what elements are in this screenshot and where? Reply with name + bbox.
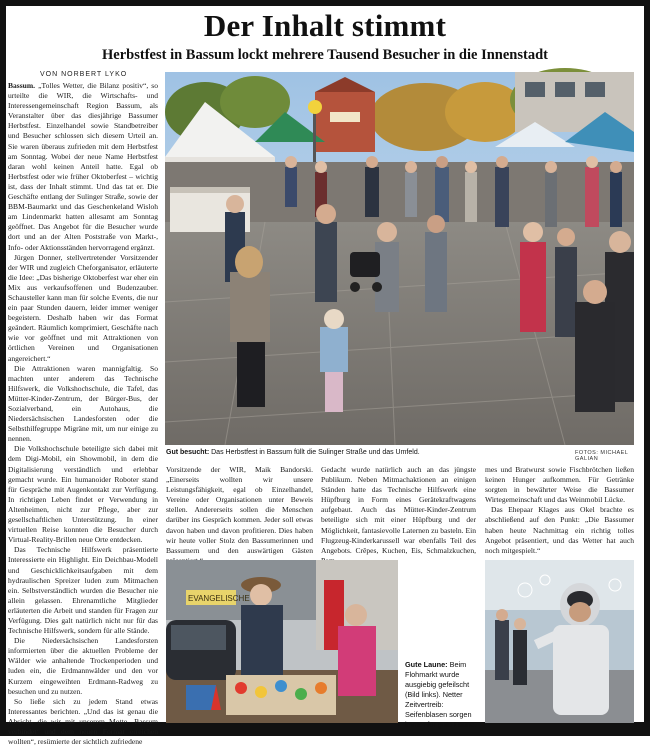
paragraph: Die Attraktionen waren mannigfaltig. So machten unter anderem das Technische Hilfswerk, die Volkshochschule, die Tafel, das Mütter-Kinder-Zentrum, der Bürger-Bus, der Sozialverband, ein Autohaus, die Niedersächsischen Landesforsten oder die Selbsthilfegruppe Migräne mit, um nur einige zu nennen. xyxy=(8,363,158,444)
byline: VON NORBERT LYKO xyxy=(40,71,128,78)
article-column-1 xyxy=(8,81,158,747)
caption-text: Beim Flohmarkt wurde ausgiebig gefeilscht (Bild links). Netter Zeitvertreib: Seifenblasen sorgen immer für gute Laune. xyxy=(405,660,477,729)
photo-credit: FOTOS: MICHAEL GALIAN xyxy=(575,450,629,462)
paragraph: Jürgen Donner, stellvertretender Vorsitzender der WIR und zugleich Cheforganisator, erläuterte die Idee: „Das bisherige Oktoberfest war eher ein Mix aus verkaufsoffenen und Budenzauber. Schausteller kann man für solche Events, die nur ein paar Stunden dauern, leider immer weniger begeistern. Deshalb haben wir das Format geändert. Räumlich komprimiert, Geschäfte nach wie vor geöffnet und mit Attraktionen von örtlichen Vereinen und Organisationen angereichert.“ xyxy=(8,252,158,363)
soap-bubbles-photo xyxy=(485,560,634,723)
caption-lead: Gute Laune: xyxy=(405,660,448,669)
paragraph: Das Technische Hilfswerk präsentierte Interessierte ein Highlight. Ein Deichbau-Modell und Geschicklichkeitsaufgaben mit dem hydraulischen Spreizer luden zum Mitmachen ein. Selbstverständlich wurden die Besucher nie allein gelassen. Ehrenamtliche Mitglieder erläuterten die Arbeit und standen für Fragen zur Verfügung. Dies galt natürlich nicht nur für das Technische Hilfswerk, sondern für alle Stände. xyxy=(8,545,158,636)
main-photo-festival-crowd xyxy=(165,72,634,445)
caption-text: Das Herbstfest in Bassum füllt die Sulinger Straße und das Umfeld. xyxy=(211,449,420,456)
paragraph: Gedacht wurde natürlich auch an das jüngste Publikum. Neben Mitmachaktionen an einigen Ständen hatte das Technische Hilfswerk eine Hüpfburg in Form eines Gerätekraftwagens aufgebaut. Auch das Mütter-Kinder-Zentrum beteiligte sich mit einer Hüpfburg und der Möglichkeit, fantasievolle Laternen zu basteln. Ein Flugzeug-Kinderkarussell war ebenfalls Teil des Angebots. Crêpes, Kuchen, Eis, Schmalzkuchen, xyxy=(321,465,476,555)
paragraph: So ließe sich zu jedem Stand etwas Interessantes berichten. „Und das ist genau die Absicht, die wir mit unserem Motto ‚Bassum verbindet‘ und dem neuen Format erreichen wollten“, resümierte der sichtlich zufriedene xyxy=(8,696,158,747)
paragraph: mes und Bratwurst sowie Fischbrötchen ließen keinen Hunger aufkommen. Für Getränke sorgten in bewährter Weise die Bassumer Wirtegemeinschaft und das Weinmobil Lücke. xyxy=(485,465,634,505)
paragraph: Die Volkshochschule beteiligte sich dabei mit dem Digi-Mobil, ein Showmobil, in dem die Digitalisierung verständlich und erlebbar gemacht wurde. Ein humanoider Roboter stand für Gespräche mit Augenkontakt zur Verfügung. In richtigen Leben findet er Verwendung in Altenheimen, nicht zur Pflege, aber zur gesellschaftlichen Unterstützung. In einer virtuellen Reise konnten die Besucher durch Virtual-Reality-Brillen neue Orte entdecken. xyxy=(8,444,158,545)
paragraph: Das Ehepaar Klages aus Okel brachte es abschließend auf den Punkt: „Die Bassumer haben heute Nachmittag ein richtig tolles Angebot präsentiert, und das Wetter hat auch noch mitgespielt.“ xyxy=(485,505,634,555)
subheadline: Herbstfest in Bassum lockt mehrere Tausend Besucher in die Innenstadt xyxy=(102,47,548,63)
article-column-2 xyxy=(166,465,313,566)
dateline: Bassum. xyxy=(8,81,36,90)
lead-paragraph xyxy=(8,81,158,253)
article-column-4 xyxy=(485,465,634,556)
sign-text: EVANGELISCHE xyxy=(188,594,250,603)
paragraph: Vorsitzende der WIR, Maik Bandorski. „Einerseits wollten wir unsere Leistungsfähigkeit, egal ob Einzelhandel, Vereine oder Organisationen unter Beweis stellen. Andererseits sollen die Menschen darüber ins Gespräch kommen. Jeder soll etwas davon haben und davon profitieren. Dies haben wir heute voller Stolz den Bassumerinnen und Bassumern und den auswärtigen Gästen xyxy=(166,465,313,555)
article-column-3 xyxy=(321,465,476,566)
main-photo-caption xyxy=(166,448,526,458)
bottom-photos-caption xyxy=(405,660,480,730)
flea-market-photo xyxy=(166,560,398,723)
caption-lead: Gut besucht: xyxy=(166,449,210,456)
headline: Der Inhalt stimmt xyxy=(203,8,447,43)
paragraph: Die Niedersächsischen Landesforsten informierten über die aktuellen Probleme der Wälder wie anhaltende Trockenperioden und luden ein, die Erdmannwälder und den vor Kurzem eingeweihten Erdmann-Radweg zu besuchen und zu nutzen. xyxy=(8,636,158,696)
paragraph: „Tolles Wetter, die Bilanz positiv“, so urteilte die WIR, die Wirtschafts- und Interessengemeinschaft Region Bassum, als Veranstalter über das diesjährige Bassumer Herbstfest. Einzelhandel sowie Standbetreiber und Besucher schlossen sich diesem Urteil an. Sie waren überaus zufrieden mit dem Herbstfest am Sonntag. Wobei der neue Name Herbstfest daran wohl keinen Anteil hatte. Egal ob Herbstfest oder wie früher Oktoberfest – wichtig ist, dass der Inhalt stimmt. Und das tat er. Die Geschäfte entlang der Sulinger Straße, sowie der BBM-Baumarkt und das Geschenkeland Wisloh am Lindenmarkt hatten allesamt am Sonntag geöffnet. Das Angebot für die Besucher wurde dort und an der Alten Poststraße von Markt-, Info- oder Aktionsständen hervorragend ergänzt. xyxy=(8,81,158,252)
